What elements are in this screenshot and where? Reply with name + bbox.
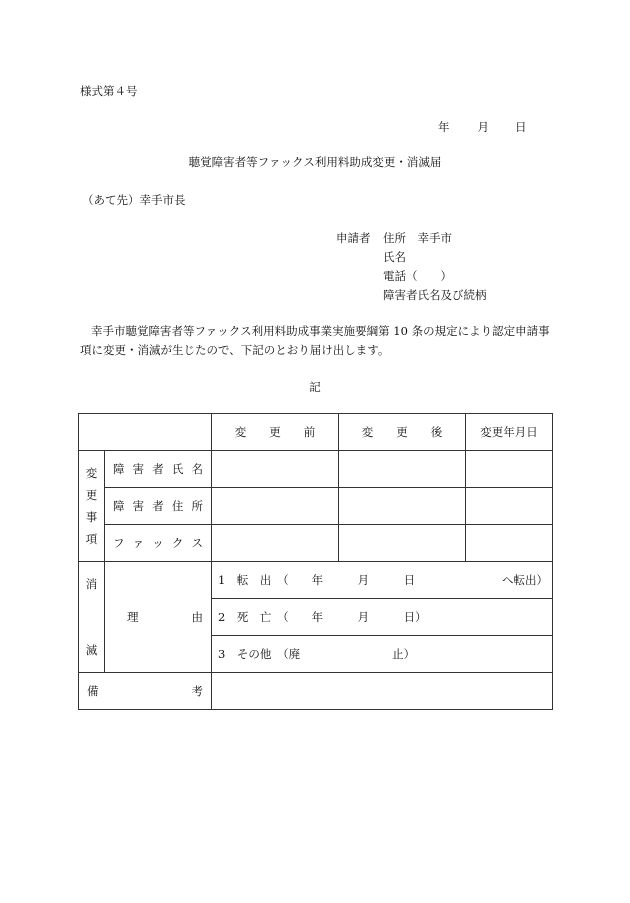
document-title: 聴覚障害者等ファックス利用料助成変更・消滅届 (188, 155, 442, 169)
header-blank-cell (79, 414, 212, 451)
name-after-cell[interactable] (339, 451, 466, 488)
address-date-cell[interactable] (466, 488, 553, 525)
name-date-cell[interactable] (466, 451, 553, 488)
table-row (79, 451, 553, 488)
form-number: 様式第４号 (80, 84, 138, 98)
address-before-cell[interactable] (212, 488, 339, 525)
date-day: 日 (515, 120, 527, 134)
remarks-cell[interactable] (212, 673, 553, 710)
change-table (78, 413, 553, 710)
extinction-label: 消 滅 (79, 562, 105, 673)
date-fields (438, 119, 527, 135)
date-year: 年 (438, 120, 450, 134)
table-row (79, 525, 553, 562)
reason-death[interactable]: 2 死 亡 （ 年 月 日） (212, 599, 553, 636)
remarks-label: 備 考 (79, 673, 212, 710)
reason-move-out[interactable]: 1 転 出 （ 年 月 日 へ転出） (212, 562, 553, 599)
ki-heading: 記 (309, 380, 321, 394)
table-row (79, 488, 553, 525)
date-month: 月 (477, 120, 489, 134)
table-row (79, 673, 553, 710)
header-date: 変更年月日 (466, 414, 553, 451)
address-after-cell[interactable] (339, 488, 466, 525)
fax-before-cell[interactable] (212, 525, 339, 562)
applicant-address: 住所 幸手市 (383, 231, 452, 245)
change-items-label: 変 更 事 項 (79, 451, 105, 562)
body-paragraph: 幸手市聴覚障害者等ファックス利用料助成事業実施要綱第 10 条の規定により認定申請事項に変更・消滅が生じたので、下記のとおり届け出します。 (80, 324, 550, 357)
name-before-cell[interactable] (212, 451, 339, 488)
table-row (79, 562, 553, 599)
applicant-relation: 障害者氏名及び続柄 (383, 288, 487, 302)
reason-other[interactable]: 3 その他 （廃 止） (212, 636, 553, 673)
row-label-disabled-address: 障 害 者 住 所 (105, 488, 212, 525)
reason-label: 理 由 (105, 562, 212, 673)
applicant-name: 氏名 (383, 250, 406, 264)
header-row (79, 414, 553, 451)
fax-after-cell[interactable] (339, 525, 466, 562)
applicant-phone: 電話（ ） (383, 269, 452, 283)
addressee: （あて先）幸手市長 (82, 193, 186, 207)
header-before: 変 更 前 (212, 414, 339, 451)
header-after: 変 更 後 (339, 414, 466, 451)
fax-date-cell[interactable] (466, 525, 553, 562)
row-label-fax: フ ァ ッ ク ス (105, 525, 212, 562)
row-label-disabled-name: 障 害 者 氏 名 (105, 451, 212, 488)
applicant-label: 申請者 (336, 231, 371, 245)
